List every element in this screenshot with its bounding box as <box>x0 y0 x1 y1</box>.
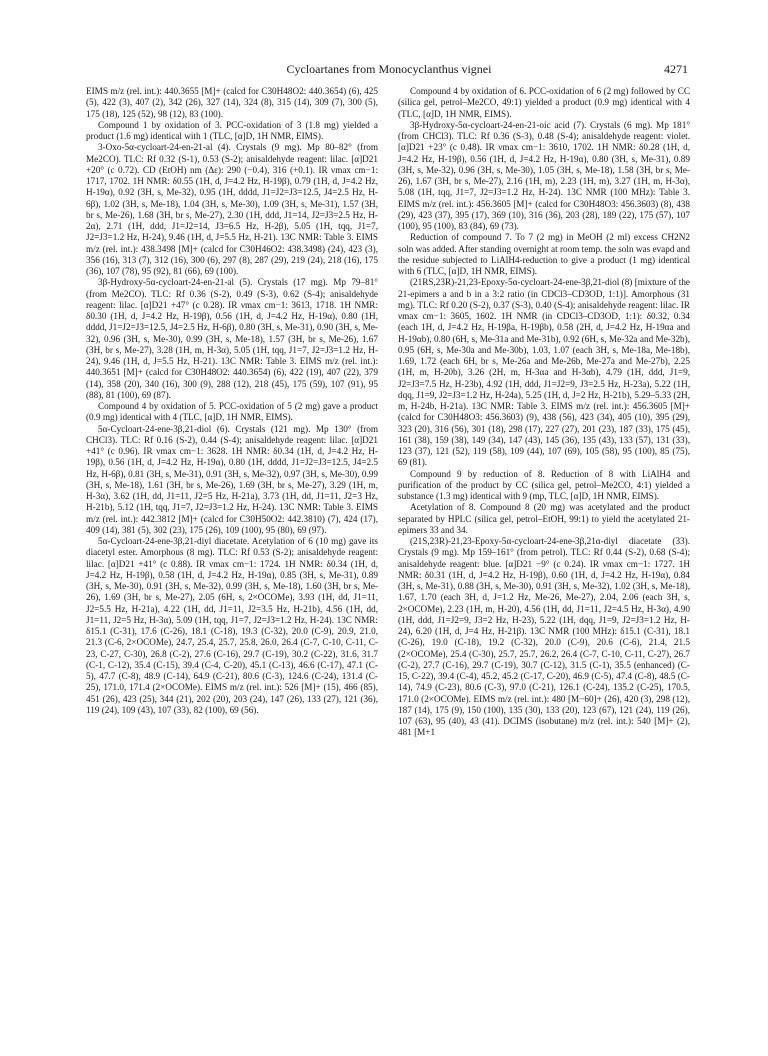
left-column <box>86 86 378 716</box>
paragraph: 3-Oxo-5α-cycloart-24-en-21-al (4). Crystals (9 mg). Mp 80–82° (from Me2CO). TLC: Rf 0.32 (S-1), 0.53 (S-2); anisaldehyde reagent: lilac. [α]D21 +20° (c 0.72). CD (EtOH) nm (Δε): 290 (−0.4), 316 (+0.1). IR νmax cm−1: 1717, 1702. 1H NMR: δ0.55 (1H, d, J=4.2 Hz, H-19β), 0.79 (1H, d, J=4.2 Hz, H-19α), 0.92 (3H, s, Me-32), 0.95 (1H, dddd, J1=J2=J3=12.5, J4=2.5 Hz, H-6β), 1.02 (3H, s, Me-18), 1.04 (3H, s, Me-30), 1.09 (3H, s, Me-31), 1.57 (3H, br s, Me-26), 1.68 (3H, br s, Me-27), 2.30 (1H, ddd, J1=14, J2=J3=2.5 Hz, H-2α), 2.71 (1H, ddd, J1=J2=14, J3=6.5 Hz, H-2β), 5.05 (1H, tqq, J1=7, J2=J3=1.2 Hz, H-24), 9.46 (1H, d, J=5.5 Hz, H-21). 13C NMR: Table 3. EIMS m/z (rel. int.): 438.3498 [M]+ (calcd for C30H46O2: 438.3498) (24), 423 (3), 356 (16), 313 (7), 312 (16), 300 (6), 297 (8), 287 (29), 219 (24), 218 (16), 175 (36), 107 (78), 95 (92), 81 (66), 69 (100). <box>86 142 378 276</box>
paragraph: 3β-Hydroxy-5α-cycloart-24-en-21-oic acid (7). Crystals (6 mg). Mp 181° (from CHCl3). TLC: Rf 0.36 (S-3), 0.48 (S-4); anisaldehyde reagent: violet. [α]D21 +23° (c 0.48). IR νmax cm−1: 3610, 1702. 1H NMR: δ0.28 (1H, d, J=4.2 Hz, H-19β), 0.56 (1H, d, J=4.2 Hz, H-19α), 0.80 (3H, s, Me-31), 0.89 (3H, s, Me-32), 0.96 (3H, s, Me-30), 1.05 (3H, s, Me-18), 1.58 (3H, br s, Me-26), 1.67 (3H, br s, Me-27), 2.16 (1H, m), 2.23 (1H, m), 3.27 (1H, m, H-3α), 5.08 (1H, tqq, J1=7, J2=J3=1.2 Hz, H-24). 13C NMR (100 MHz): Table 3. EIMS m/z (rel. int.): 456.3605 [M]+ (calcd for C30H48O3: 456.3603) (8), 438 (29), 423 (37), 395 (17), 369 (10), 316 (36), 203 (28), 189 (22), 175 (57), 107 (100), 95 (100), 83 (84), 69 (73). <box>398 119 690 231</box>
paragraph: (21S,23R)-21,23-Epoxy-5α-cycloart-24-ene-3β,21α-diyl diacetate (33). Crystals (9 mg). Mp 159–161° (from petrol). TLC: Rf 0.44 (S-2), 0.68 (S-4); anisaldehyde reagent: blue. [α]D21 −9° (c 0.24). IR νmax cm−1: 1727. 1H NMR: δ0.31 (1H, d, J=4.2 Hz, H-19β), 0.60 (1H, d, J=4.2 Hz, H-19α), 0.84 (3H, s, Me-31), 0.88 (3H, s, Me-30), 0.91 (3H, s, Me-32), 1.02 (3H, s, Me-18), 1.67, 1.70 (each 3H, d, J=1.2 Hz, Me-26, Me-27), 2.04, 2.06 (each 3H, s, 2×OCOMe), 2.23 (1H, m, H-20), 4.56 (1H, dd, J1=11, J2=4.5 Hz, H-3α), 4.90 (1H, ddd, J1=J2=9, J3=2 Hz, H-23), 5.22 (1H, dqq, J1=9, J2=J3=1.2 Hz, H-24), 6.20 (1H, d, J=4 Hz, H-21β). 13C NMR (100 MHz): δ15.1 (C-31), 18.1 (C-26), 19.0 (C-18), 19.2 (C-32), 20.0 (C-9), 20.6 (C-6), 21.4, 21.5 (2×OCOMe), 25.4 (C-30), 25.7, 25.7, 26.2, 26.4 (C-7, C-10, C-11, C-27), 26.7 (C-2), 27.7 (C-16), 29.7 (C-19), 30.7 (C-12), 31.5 (C-1), 35.5 (enhanced) (C-15, C-22), 39.4 (C-4), 45.2, 45.2 (C-17, C-20), 46.9 (C-5), 47.4 (C-8), 48.5 (C-14), 74.9 (C-23), 80.6 (C-3), 97.0 (C-21), 126.1 (C-24), 135.2 (C-25), 170.5, 171.0 (2×OCOMe). EIMS m/z (rel. int.): 480 [M−60]+ (26), 420 (3), 298 (12), 187 (14), 175 (9), 150 (100), 135 (30), 133 (20), 123 (67), 121 (24), 119 (26), 107 (63), 95 (40), 43 (41). DCIMS (isobutane) m/z (rel. int.): 540 [M]+ (2), 481 [M+1 <box>398 536 690 738</box>
paragraph: Compound 4 by oxidation of 6. PCC-oxidation of 6 (2 mg) followed by CC (silica gel, petrol–Me2CO, 49:1) yielded a product (0.9 mg) identical with 4 (TLC, [α]D, 1H NMR, EIMS). <box>398 86 690 119</box>
paragraph: Acetylation of 8. Compound 8 (20 mg) was acetylated and the product separated by HPLC (silica gel, petrol–EtOH, 99:1) to yield the acetylated 21-epimers 33 and 34. <box>398 502 690 535</box>
page-header <box>90 62 688 82</box>
right-column <box>398 86 690 739</box>
paragraph: 3β-Hydroxy-5α-cycloart-24-en-21-al (5). Crystals (17 mg). Mp 79–81° (from Me2CO). TLC: Rf 0.36 (S-2), 0.49 (S-3), 0.62 (S-4); anisaldehyde reagent: lilac. [α]D21 +47° (c 0.28). IR νmax cm−1: 3613, 1718. 1H NMR: δ0.30 (1H, d, J=4.2 Hz, H-19β), 0.56 (1H, d, J=4.2 Hz, H-19α), 0.80 (1H, dddd, J1=J2=J3=12.5, J4=2.5 Hz, H-6β), 0.80 (3H, s, Me-31), 0.90 (3H, s, Me-32), 0.96 (3H, s, Me-30), 0.99 (3H, s, Me-18), 1.57 (3H, br s, Me-26), 1.67 (3H, br s, Me-27), 3.28 (1H, m, H-3α), 5.05 (1H, tqq, J1=7, J2=J3=1.2 Hz, H-24), 9.46 (1H, d, J=5.5 Hz, H-21). 13C NMR: Table 3. EIMS m/z (rel. int.): 440.3651 [M]+ (calcd for C30H48O2: 440.3654) (6), 422 (19), 407 (22), 379 (14), 358 (20), 340 (16), 300 (9), 288 (12), 218 (45), 175 (59), 107 (91), 95 (88), 81 (100), 69 (87). <box>86 277 378 400</box>
paragraph: Reduction of compound 7. To 7 (2 mg) in MeOH (2 ml) excess CH2N2 soln was added. After standing overnight at room temp. the soln was evapd and the residue subjected to LiAlH4-reduction to give a product (1 mg) identical with 6 (TLC, [α]D, 1H NMR, EIMS). <box>398 232 690 276</box>
running-head: Cycloartanes from Monocyclanthus vignei <box>286 62 492 76</box>
paragraph: 5α-Cycloart-24-ene-3β,21-diol (6). Crystals (121 mg). Mp 130° (from CHCl3). TLC: Rf 0.16 (S-2), 0.44 (S-4); anisaldehyde reagent: lilac. [α]D21 +41° (c 0.96). IR νmax cm−1: 3628. 1H NMR: δ0.34 (1H, d, J=4.2 Hz, H-19β), 0.56 (1H, d, J=4.2 Hz, H-19α), 0.80 (1H, dddd, J1=J2=J3=12.5, J4=2.5 Hz, H-6β), 0.81 (3H, s, Me-31), 0.91 (3H, s, Me-32), 0.97 (3H, s, Me-30), 0.99 (3H, s, Me-18), 1.61 (3H, br s, Me-26), 1.69 (3H, br s, Me-27), 3.29 (1H, m, H-3α), 3.62 (1H, dd, J1=11, J2=5 Hz, H-21a), 3.73 (1H, dd, J1=11, J2=3 Hz, H-21b), 5.12 (1H, tqq, J1=7, J2=J3=1.2 Hz, H-24). 13C NMR: Table 3. EIMS m/z (rel. int.): 442.3812 [M]+ (calcd for C30H50O2: 442.3810) (7), 424 (17), 409 (14), 381 (5), 302 (23), 175 (26), 109 (100), 95 (80), 69 (97). <box>86 423 378 535</box>
paragraph: Compound 1 by oxidation of 3. PCC-oxidation of 3 (1.8 mg) yielded a product (1.6 mg) identical with 1 (TLC, [α]D, 1H NMR, EIMS). <box>86 119 378 141</box>
paragraph: Compound 4 by oxidation of 5. PCC-oxidation of 5 (2 mg) gave a product (0.9 mg) identical with 4 (TLC, [α]D, 1H NMR, EIMS). <box>86 401 378 423</box>
paragraph: 5α-Cycloart-24-ene-3β,21-diyl diacetate. Acetylation of 6 (10 mg) gave its diacetyl ester. Amorphous (8 mg). TLC: Rf 0.53 (S-2); anisaldehyde reagent: lilac. [α]D21 +41° (c 0.88). IR νmax cm−1: 1724. 1H NMR: δ0.34 (1H, d, J=4.2 Hz, H-19β), 0.58 (1H, d, J=4.2 Hz, H-19α), 0.85 (3H, s, Me-31), 0.89 (3H, s, Me-30), 0.91 (3H, s, Me-32), 0.99 (3H, s, Me-18), 1.60 (3H, br s, Me-26), 1.69 (3H, br s, Me-27), 2.05 (6H, s, 2×OCOMe), 3.93 (1H, dd, J1=11, J2=5.5 Hz, H-21a), 4.22 (1H, dd, J1=11, J2=3.5 Hz, H-21b), 4.56 (1H, dd, J1=11, J2=5 Hz, H-3α), 5.09 (1H, tqq, J1=7, J2=J3=1.2 Hz, H-24). 13C NMR: δ15.1 (C-31), 17.6 (C-26), 18.1 (C-18), 19.3 (C-32), 20.0 (C-9), 20.9, 21.0, 21.3 (C-6, 2×OCOMe), 24.7, 25.4, 25.7, 25.8, 26.0, 26.4 (C-7, C-10, C-11, C-23, C-27, C-30), 26.8 (C-2), 27.6 (C-16), 29.7 (C-19), 30.2 (C-22), 31.6, 31.7 (C-1, C-12), 35.4 (C-15), 39.4 (C-4, C-20), 45.1 (C-13), 46.6 (C-17), 47.1 (C-5), 47.7 (C-8), 48.9 (C-14), 64.9 (C-21), 80.6 (C-3), 124.6 (C-24), 131.4 (C-25), 171.0, 171.4 (2×OCOMe). EIMS m/z (rel. int.): 526 [M]+ (15), 466 (85), 451 (26), 423 (25), 344 (21), 202 (20), 203 (24), 147 (26), 133 (27), 121 (36), 119 (24), 109 (43), 107 (33), 82 (100), 69 (56). <box>86 536 378 715</box>
paragraph: EIMS m/z (rel. int.): 440.3655 [M]+ (calcd for C30H48O2: 440.3654) (6), 425 (5), 422 (3), 407 (2), 342 (26), 327 (14), 324 (8), 315 (14), 309 (7), 300 (5), 175 (18), 125 (52), 98 (12), 83 (100). <box>86 86 378 119</box>
page-number: 4271 <box>664 62 688 76</box>
paragraph: Compound 9 by reduction of 8. Reduction of 8 with LiAlH4 and purification of the product by CC (silica gel, petrol–Me2CO, 4:1) yielded a substance (1.3 mg) identical with 9 (mp, TLC, [α]D, 1H NMR, EIMS). <box>398 468 690 501</box>
paragraph: (21RS,23R)-21,23-Epoxy-5α-cycloart-24-ene-3β,21-diol (8) [mixture of the 21-epimers a and b in a 3:2 ratio (in CDCl3–CD3OD, 1:1)]. Amorphous (31 mg). TLC: Rf 0.20 (S-2), 0.37 (S-3), 0.40 (S-4); anisaldehyde reagent: lilac. IR νmax cm−1: 3605, 1602. 1H NMR (in CDCl3–CD3OD, 1:1): δ0.32, 0.34 (each 1H, d, J=4.2 Hz, H-19βa, H-19βb), 0.58 (2H, d, J=4.2 Hz, H-19αa and H-19αb), 0.80 (6H, s, Me-31a and Me-31b), 0.92 (6H, s, Me-32a and Me-32b), 0.95 (6H, s, Me-30a and Me-30b), 1.03, 1.07 (each 3H, s, Me-18a, Me-18b), 1.69, 1.72 (each 6H, br s, Me-26a and Me-26b, Me-27a and Me-27b), 2.25 (1H, m, H-20b), 3.26 (2H, m, H-3αa and H-3αb), 4.79 (1H, ddd, J1=9, J2=J3=7.5 Hz, H-23b), 4.92 (1H, ddd, J1=J2=9, J3=2.5 Hz, H-23a), 5.22 (1H, dqq, J1=9, J2=J3=1.2 Hz, H-24a), 5.25 (1H, d, J=2 Hz, H-21b), 5.29–5.33 (2H, m, H-24b, H-21a). 13C NMR: Table 3. EIMS m/z (rel. int.): 456.3605 [M]+ (calcd for C30H48O3: 456.3603) (9), 438 (56), 423 (34), 405 (10), 395 (29), 323 (20), 316 (56), 301 (18), 298 (17), 227 (27), 201 (23), 187 (33), 175 (45), 161 (38), 159 (38), 149 (34), 147 (43), 145 (36), 135 (43), 133 (57), 131 (33), 123 (37), 121 (52), 119 (58), 109 (44), 107 (69), 105 (58), 95 (100), 85 (75), 69 (81). <box>398 277 690 468</box>
